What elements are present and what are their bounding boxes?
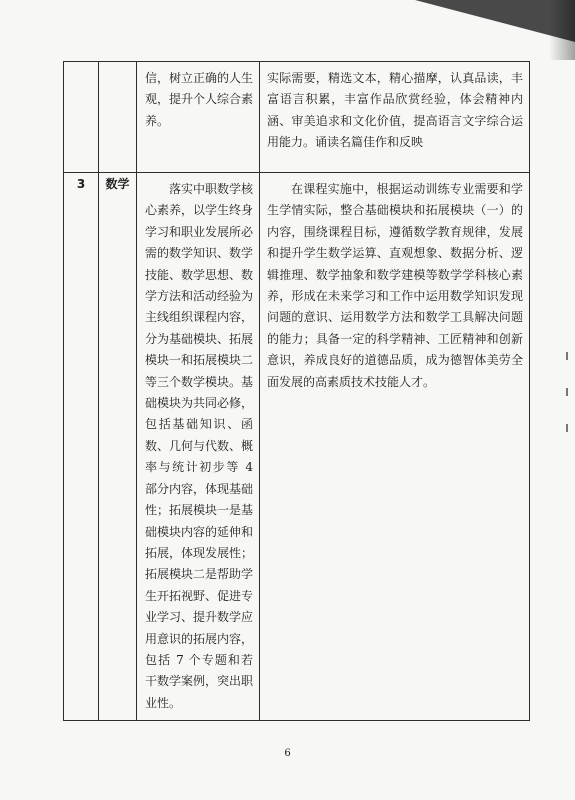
course-goal-cell bbox=[137, 62, 260, 173]
table-row bbox=[64, 173, 530, 721]
course-requirement-text: 在课程实施中，根据运动训练专业需要和学生学情实际，整合基础模块和拓展模块（一）的内容，围绕课程目标，遵循数学教育规律，发展和提升学生数学运算、直观想象、数据分析、逻辑推理、数学抽象和数学建模等数学学科核心素养，形成在未来学习和工作中运用数学知识发现问题的意识、运用数学方法和数学工具解决问题的能力；具备一定的科学精神、工匠精神和创新意识，养成良好的道德品质，成为德智体美劳全面发展的高素质技术技能人才。 bbox=[267, 182, 523, 389]
course-requirement-cell bbox=[260, 173, 530, 721]
course-table bbox=[63, 61, 530, 721]
course-goal-cell bbox=[137, 173, 260, 721]
course-number-cell bbox=[64, 173, 99, 721]
course-name-cell bbox=[99, 62, 137, 173]
course-number-cell bbox=[64, 62, 99, 173]
page-number: 6 bbox=[284, 748, 291, 759]
course-goal-text: 落实中职数学核心素养，以学生终身学习和职业发展所必需的数学知识、数学技能、数学思想、数学方法和活动经验为主线组织课程内容，分为基础模块、拓展模块一和拓展模块二等三个数学模块。基础模块为共同必修，包括基础知识、函数、几何与代数、概率与统计初步等 4 部分内容，体现基础性；拓展模块一是基础模块内容的延伸和拓展，体现发展性；拓展模块二是帮助学生开拓视野、促进专业学习、提升数学应用意识的拓展内容，包括 7 个专题和若干数学案例，突出职业性。 bbox=[145, 182, 254, 710]
scan-edge-marks bbox=[562, 352, 570, 460]
course-name-cell bbox=[99, 173, 137, 721]
course-number: 3 bbox=[76, 177, 86, 191]
page-edge-shadow bbox=[549, 0, 575, 60]
course-goal-text: 信，树立正确的人生观，提升个人综合素养。 bbox=[145, 71, 254, 128]
table-row bbox=[64, 62, 530, 173]
course-requirement-text: 实际需要，精选文本，精心描摩，认真品读，丰富语言积累，丰富作品欣赏经验，体会精神内涵、审美追求和文化价值，提高语言文字综合运用能力。诵读名篇佳作和反映 bbox=[267, 71, 523, 150]
course-requirement-cell bbox=[260, 62, 530, 173]
course-name: 数学 bbox=[105, 177, 130, 191]
